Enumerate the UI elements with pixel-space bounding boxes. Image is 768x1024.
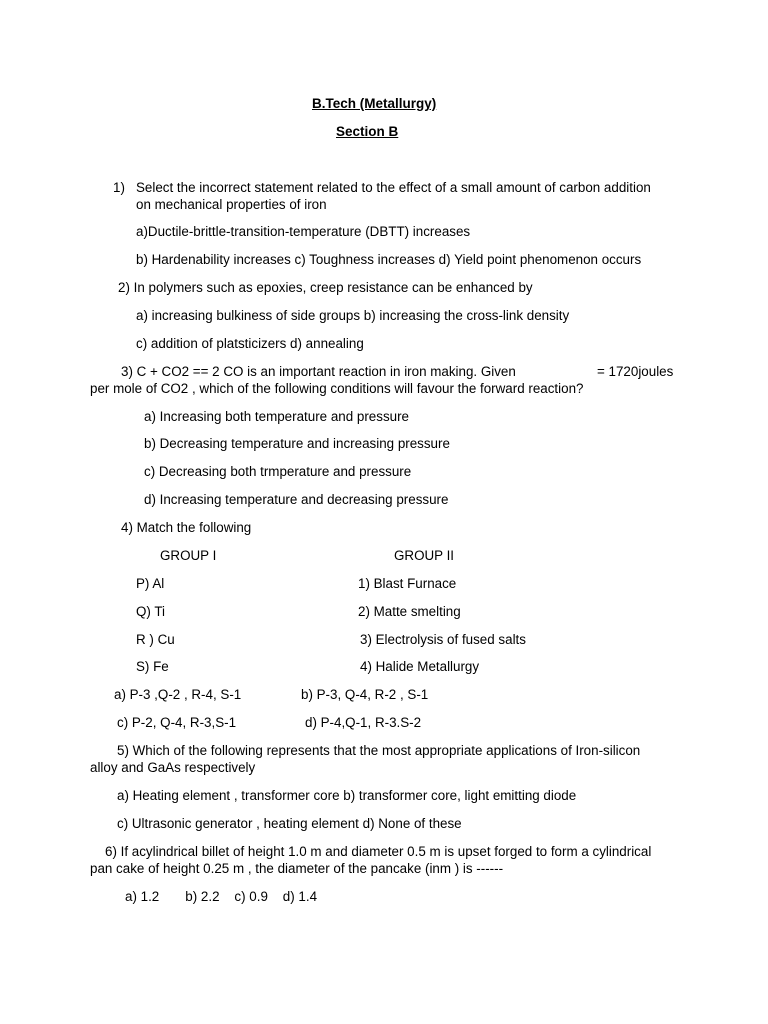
q6-stem-line2: pan cake of height 0.25 m , the diameter of the pancake (inm ) is ------ [90,861,504,876]
q4-right-item: 1) Blast Furnace [358,576,457,591]
q3-stem-line2: per mole of CO2 , which of the following conditions will favour the forward reaction? [90,381,584,396]
q4-option-d: d) P-4,Q-1, R-3.S-2 [305,715,422,730]
q4-option-b: b) P-3, Q-4, R-2 , S-1 [301,687,429,702]
q3-option-c: c) Decreasing both trmperature and pressure [144,464,412,479]
q3-option-d: d) Increasing temperature and decreasing pressure [144,492,449,507]
q2-options-cd: c) addition of platsticizers d) annealing [136,336,364,351]
q5-stem-line2: alloy and GaAs respectively [90,760,256,775]
q1-option-a: a)Ductile-brittle-transition-temperature (DBTT) increases [136,224,471,239]
document-title: B.Tech (Metallurgy) [312,96,437,111]
q1-stem-line1: Select the incorrect statement related to the effect of a small amount of carbon addition [136,180,651,195]
q4-left-item: S) Fe [136,659,169,674]
q3-option-b: b) Decreasing temperature and increasing pressure [144,436,450,451]
q1-options-bcd: b) Hardenability increases c) Toughness increases d) Yield point phenomenon occurs [136,252,642,267]
q4-left-item: R ) Cu [136,632,175,647]
section-heading: Section B [336,124,399,139]
q2-stem: 2) In polymers such as epoxies, creep resistance can be enhanced by [118,280,533,295]
q4-right-item: 3) Electrolysis of fused salts [360,632,526,647]
q4-option-c: c) P-2, Q-4, R-3,S-1 [117,715,237,730]
q3-stem-line1: 3) C + CO2 == 2 CO is an important reaction in iron making. Given [121,364,516,379]
q4-group2-header: GROUP II [394,548,455,563]
q5-stem-line1: 5) Which of the following represents that the most appropriate applications of Iron-silicon [117,743,641,758]
q5-options-ab: a) Heating element , transformer core b) transformer core, light emitting diode [117,788,577,803]
q1-stem-line2: on mechanical properties of iron [136,197,327,212]
q3-option-a: a) Increasing both temperature and pressure [144,409,409,424]
q4-right-item: 2) Matte smelting [358,604,461,619]
q4-stem: 4) Match the following [121,520,252,535]
q6-stem-line1: 6) If acylindrical billet of height 1.0 m and diameter 0.5 m is upset forged to form a cylindrical [105,844,652,859]
q4-left-item: Q) Ti [136,604,166,619]
q2-options-ab: a) increasing bulkiness of side groups b) increasing the cross-link density [136,308,570,323]
q5-options-cd: c) Ultrasonic generator , heating element d) None of these [117,816,462,831]
q4-right-item: 4) Halide Metallurgy [360,659,480,674]
q1-number: 1) [113,180,125,195]
q3-stem-value: = 1720joules [597,364,674,379]
q4-option-a: a) P-3 ,Q-2 , R-4, S-1 [114,687,242,702]
q6-options: a) 1.2 b) 2.2 c) 0.9 d) 1.4 [125,889,318,904]
q4-left-item: P) Al [136,576,165,591]
q4-group1-header: GROUP I [160,548,217,563]
